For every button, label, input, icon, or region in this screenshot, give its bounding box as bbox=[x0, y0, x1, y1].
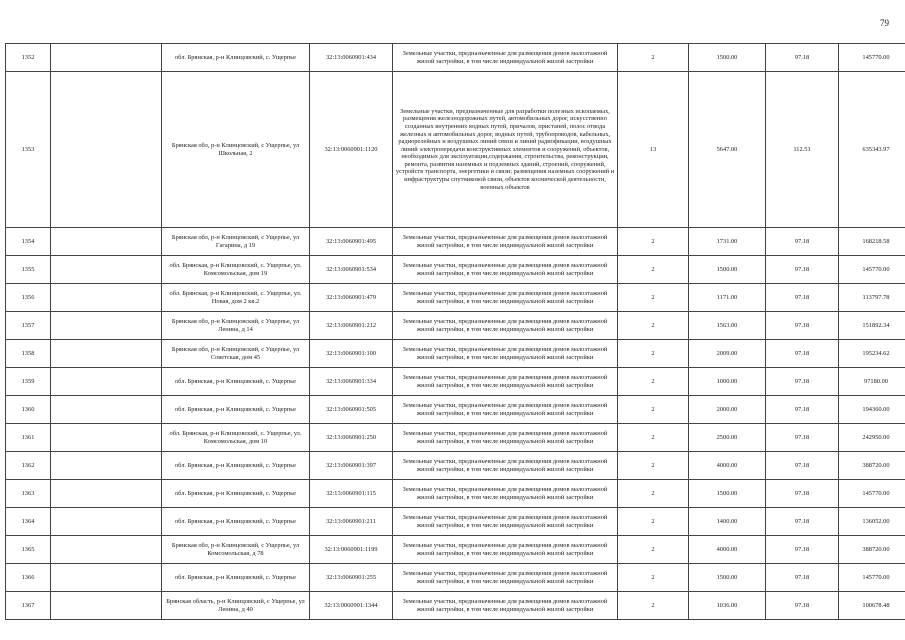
area-cell: 1500.00 bbox=[689, 564, 766, 592]
address-cell: обл. Брянская, р-н Клинцовский, с. Ущерпье bbox=[162, 44, 310, 72]
cadastral-number-cell: 32:13:0060901:255 bbox=[310, 564, 393, 592]
land-use-cell: Земельные участки, предназначенные для размещения домов малоэтажной жилой застройки, в том числе индивидуальной жилой застройки bbox=[393, 592, 618, 620]
land-use-cell: Земельные участки, предназначенные для размещения домов малоэтажной жилой застройки, в том числе индивидуальной жилой застройки bbox=[393, 508, 618, 536]
address-cell: Брянская обл, р-н Клинцовский, с Ущерпье, ул Комсомольская, д 78 bbox=[162, 536, 310, 564]
area-cell: 1731.00 bbox=[689, 228, 766, 256]
cadastral-number-cell: 32:13:0060901:211 bbox=[310, 508, 393, 536]
cadastral-value-cell: 635343.97 bbox=[839, 72, 905, 228]
empty-cell bbox=[51, 228, 162, 256]
group-code-cell: 2 bbox=[618, 508, 689, 536]
table-row bbox=[6, 72, 905, 228]
row-number: 1353 bbox=[6, 72, 51, 228]
group-code-cell: 2 bbox=[618, 592, 689, 620]
table-row bbox=[6, 424, 905, 452]
group-code-cell: 2 bbox=[618, 424, 689, 452]
empty-cell bbox=[51, 284, 162, 312]
cadastral-number-cell: 32:13:0060901:250 bbox=[310, 424, 393, 452]
land-use-cell: Земельные участки, предназначенные для размещения домов малоэтажной жилой застройки, в том числе индивидуальной жилой застройки bbox=[393, 44, 618, 72]
row-number: 1360 bbox=[6, 396, 51, 424]
area-cell: 1171.00 bbox=[689, 284, 766, 312]
specific-value-cell: 97.18 bbox=[766, 256, 839, 284]
address-cell: обл. Брянская, р-н Клинцовский, с. Ущерпье, ул. Комсомольская, дом 19 bbox=[162, 256, 310, 284]
group-code-cell: 2 bbox=[618, 340, 689, 368]
cadastral-value-cell: 97180.00 bbox=[839, 368, 905, 396]
group-code-cell: 2 bbox=[618, 312, 689, 340]
table-body bbox=[6, 44, 905, 620]
page-number: 79 bbox=[880, 18, 889, 28]
specific-value-cell: 97.18 bbox=[766, 284, 839, 312]
area-cell: 1500.00 bbox=[689, 44, 766, 72]
empty-cell bbox=[51, 480, 162, 508]
group-code-cell: 2 bbox=[618, 396, 689, 424]
empty-cell bbox=[51, 340, 162, 368]
address-cell: обл. Брянская, р-н Клинцовский, с. Ущерпье, ул. Новая, дом 2 кв.2 bbox=[162, 284, 310, 312]
table-row bbox=[6, 480, 905, 508]
land-use-cell: Земельные участки, предназначенные для размещения домов малоэтажной жилой застройки, в том числе индивидуальной жилой застройки bbox=[393, 256, 618, 284]
table-row bbox=[6, 508, 905, 536]
specific-value-cell: 97.18 bbox=[766, 368, 839, 396]
row-number: 1366 bbox=[6, 564, 51, 592]
empty-cell bbox=[51, 424, 162, 452]
cadastral-value-cell: 242950.00 bbox=[839, 424, 905, 452]
cadastral-value-cell: 145770.00 bbox=[839, 480, 905, 508]
cadastral-value-cell: 145770.00 bbox=[839, 564, 905, 592]
cadastral-number-cell: 32:13:0060901:434 bbox=[310, 44, 393, 72]
land-use-cell: Земельные участки, предназначенные для размещения домов малоэтажной жилой застройки, в том числе индивидуальной жилой застройки bbox=[393, 312, 618, 340]
group-code-cell: 2 bbox=[618, 536, 689, 564]
specific-value-cell: 97.18 bbox=[766, 424, 839, 452]
cadastral-number-cell: 32:13:0060901:212 bbox=[310, 312, 393, 340]
row-number: 1356 bbox=[6, 284, 51, 312]
empty-cell bbox=[51, 592, 162, 620]
cadastral-number-cell: 32:13:0060901:334 bbox=[310, 368, 393, 396]
table-row bbox=[6, 340, 905, 368]
cadastral-value-cell: 145770.00 bbox=[839, 256, 905, 284]
cadastral-value-cell: 195234.62 bbox=[839, 340, 905, 368]
table-row bbox=[6, 368, 905, 396]
row-number: 1352 bbox=[6, 44, 51, 72]
land-use-cell: Земельные участки, предназначенные для размещения домов малоэтажной жилой застройки, в том числе индивидуальной жилой застройки bbox=[393, 284, 618, 312]
area-cell: 1500.00 bbox=[689, 480, 766, 508]
cadastral-number-cell: 32:13:0060901:115 bbox=[310, 480, 393, 508]
land-use-cell: Земельные участки, предназначенные для размещения домов малоэтажной жилой застройки, в том числе индивидуальной жилой застройки bbox=[393, 396, 618, 424]
cadastral-number-cell: 32:13:0060901:397 bbox=[310, 452, 393, 480]
table-row bbox=[6, 44, 905, 72]
row-number: 1367 bbox=[6, 592, 51, 620]
cadastral-value-cell: 145770.00 bbox=[839, 44, 905, 72]
land-use-cell: Земельные участки, предназначенные для размещения домов малоэтажной жилой застройки, в том числе индивидуальной жилой застройки bbox=[393, 564, 618, 592]
table-row bbox=[6, 564, 905, 592]
land-use-cell: Земельные участки, предназначенные для размещения домов малоэтажной жилой застройки, в том числе индивидуальной жилой застройки bbox=[393, 424, 618, 452]
land-use-cell: Земельные участки, предназначенные для размещения домов малоэтажной жилой застройки, в том числе индивидуальной жилой застройки bbox=[393, 228, 618, 256]
specific-value-cell: 97.18 bbox=[766, 564, 839, 592]
empty-cell bbox=[51, 536, 162, 564]
address-cell: Брянская обл, р-н Клинцовский, с Ущерпье, ул Гагарина, д 19 bbox=[162, 228, 310, 256]
area-cell: 1036.00 bbox=[689, 592, 766, 620]
group-code-cell: 2 bbox=[618, 564, 689, 592]
address-cell: обл. Брянская, р-н Клинцовский, с. Ущерпье bbox=[162, 480, 310, 508]
table-row bbox=[6, 452, 905, 480]
empty-cell bbox=[51, 564, 162, 592]
area-cell: 1400.00 bbox=[689, 508, 766, 536]
group-code-cell: 13 bbox=[618, 72, 689, 228]
cadastral-number-cell: 32:13:0060901:100 bbox=[310, 340, 393, 368]
group-code-cell: 2 bbox=[618, 44, 689, 72]
area-cell: 2009.00 bbox=[689, 340, 766, 368]
table-row bbox=[6, 228, 905, 256]
cadastral-value-table bbox=[5, 43, 905, 620]
row-number: 1359 bbox=[6, 368, 51, 396]
row-number: 1364 bbox=[6, 508, 51, 536]
area-cell: 1500.00 bbox=[689, 256, 766, 284]
cadastral-value-cell: 151892.34 bbox=[839, 312, 905, 340]
address-cell: Брянская обл, р-н Клинцовский, с Ущерпье, ул Школьная, 2 bbox=[162, 72, 310, 228]
table-row bbox=[6, 536, 905, 564]
group-code-cell: 2 bbox=[618, 480, 689, 508]
area-cell: 2500.00 bbox=[689, 424, 766, 452]
land-use-cell: Земельные участки, предназначенные для размещения домов малоэтажной жилой застройки, в том числе индивидуальной жилой застройки bbox=[393, 480, 618, 508]
empty-cell bbox=[51, 452, 162, 480]
address-cell: Брянская область, р-н Клинцовский, с Ущерпье, ул Ленина, д 40 bbox=[162, 592, 310, 620]
cadastral-number-cell: 32:13:0060901:534 bbox=[310, 256, 393, 284]
empty-cell bbox=[51, 256, 162, 284]
address-cell: Брянская обл, р-н Клинцовский, с Ущерпье, ул Советская, дом 45 bbox=[162, 340, 310, 368]
specific-value-cell: 97.18 bbox=[766, 536, 839, 564]
row-number: 1362 bbox=[6, 452, 51, 480]
specific-value-cell: 97.18 bbox=[766, 340, 839, 368]
address-cell: обл. Брянская, р-н Клинцовский, с. Ущерпье bbox=[162, 396, 310, 424]
cadastral-value-cell: 113797.78 bbox=[839, 284, 905, 312]
address-cell: обл. Брянская, р-н Клинцовский, с. Ущерпье bbox=[162, 508, 310, 536]
cadastral-value-cell: 194360.00 bbox=[839, 396, 905, 424]
area-cell: 5647.00 bbox=[689, 72, 766, 228]
row-number: 1357 bbox=[6, 312, 51, 340]
row-number: 1363 bbox=[6, 480, 51, 508]
cadastral-value-cell: 388720.00 bbox=[839, 452, 905, 480]
specific-value-cell: 112.51 bbox=[766, 72, 839, 228]
land-use-cell: Земельные участки, предназначенные для размещения домов малоэтажной жилой застройки, в том числе индивидуальной жилой застройки bbox=[393, 452, 618, 480]
empty-cell bbox=[51, 396, 162, 424]
specific-value-cell: 97.18 bbox=[766, 396, 839, 424]
specific-value-cell: 97.18 bbox=[766, 312, 839, 340]
area-cell: 1000.00 bbox=[689, 368, 766, 396]
cadastral-number-cell: 32:13:0060901:495 bbox=[310, 228, 393, 256]
address-cell: обл. Брянская, р-н Клинцовский, с. Ущерпье bbox=[162, 564, 310, 592]
table-row bbox=[6, 284, 905, 312]
address-cell: обл. Брянская, р-н Клинцовский, с. Ущерпье, ул. Комсомольская, дом 10 bbox=[162, 424, 310, 452]
cadastral-value-cell: 388720.00 bbox=[839, 536, 905, 564]
specific-value-cell: 97.18 bbox=[766, 508, 839, 536]
empty-cell bbox=[51, 72, 162, 228]
cadastral-value-cell: 100678.48 bbox=[839, 592, 905, 620]
cadastral-number-cell: 32:13:0060901:1199 bbox=[310, 536, 393, 564]
specific-value-cell: 97.18 bbox=[766, 592, 839, 620]
empty-cell bbox=[51, 368, 162, 396]
land-use-cell: Земельные участки, предназначенные для разработки полезных ископаемых, размещения железнодорожных путей, автомобильных дорог, искусственно созданных внутренних водных путей, причалов, пристаней, полос отвода железных и автомобильных дорог, водных путей, трубопроводов, кабельных, радиорелейных и воздушных линий связи и линий радиофикации, воздушных линий электропередачи конструктивных элементов и сооружений, объектов, необходимых для эксплуатации,содержания, строительства, реконструкции, ремонта, развития наземных и подземных зданий, строений, сооружений, устройств транспорта, энергетики и связи; размещения наземных сооружений и инфраструктуры спутниковой связи, объектов космической деятельности, военных объектов bbox=[393, 72, 618, 228]
cadastral-number-cell: 32:13:0060901:1120 bbox=[310, 72, 393, 228]
empty-cell bbox=[51, 312, 162, 340]
cadastral-number-cell: 32:13:0060901:505 bbox=[310, 396, 393, 424]
cadastral-number-cell: 32:13:0060901:479 bbox=[310, 284, 393, 312]
empty-cell bbox=[51, 508, 162, 536]
row-number: 1355 bbox=[6, 256, 51, 284]
address-cell: обл. Брянская, р-н Клинцовский, с. Ущерпье bbox=[162, 368, 310, 396]
group-code-cell: 2 bbox=[618, 284, 689, 312]
row-number: 1365 bbox=[6, 536, 51, 564]
specific-value-cell: 97.18 bbox=[766, 452, 839, 480]
cadastral-value-cell: 136052.00 bbox=[839, 508, 905, 536]
table-row bbox=[6, 312, 905, 340]
specific-value-cell: 97.18 bbox=[766, 44, 839, 72]
area-cell: 4000.00 bbox=[689, 536, 766, 564]
specific-value-cell: 97.18 bbox=[766, 480, 839, 508]
area-cell: 2000.00 bbox=[689, 396, 766, 424]
land-use-cell: Земельные участки, предназначенные для размещения домов малоэтажной жилой застройки, в том числе индивидуальной жилой застройки bbox=[393, 536, 618, 564]
table-row bbox=[6, 592, 905, 620]
table-row bbox=[6, 396, 905, 424]
group-code-cell: 2 bbox=[618, 228, 689, 256]
row-number: 1361 bbox=[6, 424, 51, 452]
area-cell: 1563.00 bbox=[689, 312, 766, 340]
cadastral-number-cell: 32:13:0060901:1344 bbox=[310, 592, 393, 620]
group-code-cell: 2 bbox=[618, 256, 689, 284]
land-use-cell: Земельные участки, предназначенные для размещения домов малоэтажной жилой застройки, в том числе индивидуальной жилой застройки bbox=[393, 340, 618, 368]
area-cell: 4000.00 bbox=[689, 452, 766, 480]
empty-cell bbox=[51, 44, 162, 72]
address-cell: Брянская обл, р-н Клинцовский, с Ущерпье, ул Ленина, д 14 bbox=[162, 312, 310, 340]
group-code-cell: 2 bbox=[618, 368, 689, 396]
group-code-cell: 2 bbox=[618, 452, 689, 480]
cadastral-value-cell: 168218.58 bbox=[839, 228, 905, 256]
specific-value-cell: 97.18 bbox=[766, 228, 839, 256]
row-number: 1358 bbox=[6, 340, 51, 368]
table-row bbox=[6, 256, 905, 284]
land-use-cell: Земельные участки, предназначенные для размещения домов малоэтажной жилой застройки, в том числе индивидуальной жилой застройки bbox=[393, 368, 618, 396]
address-cell: обл. Брянская, р-н Клинцовский, с. Ущерпье bbox=[162, 452, 310, 480]
row-number: 1354 bbox=[6, 228, 51, 256]
